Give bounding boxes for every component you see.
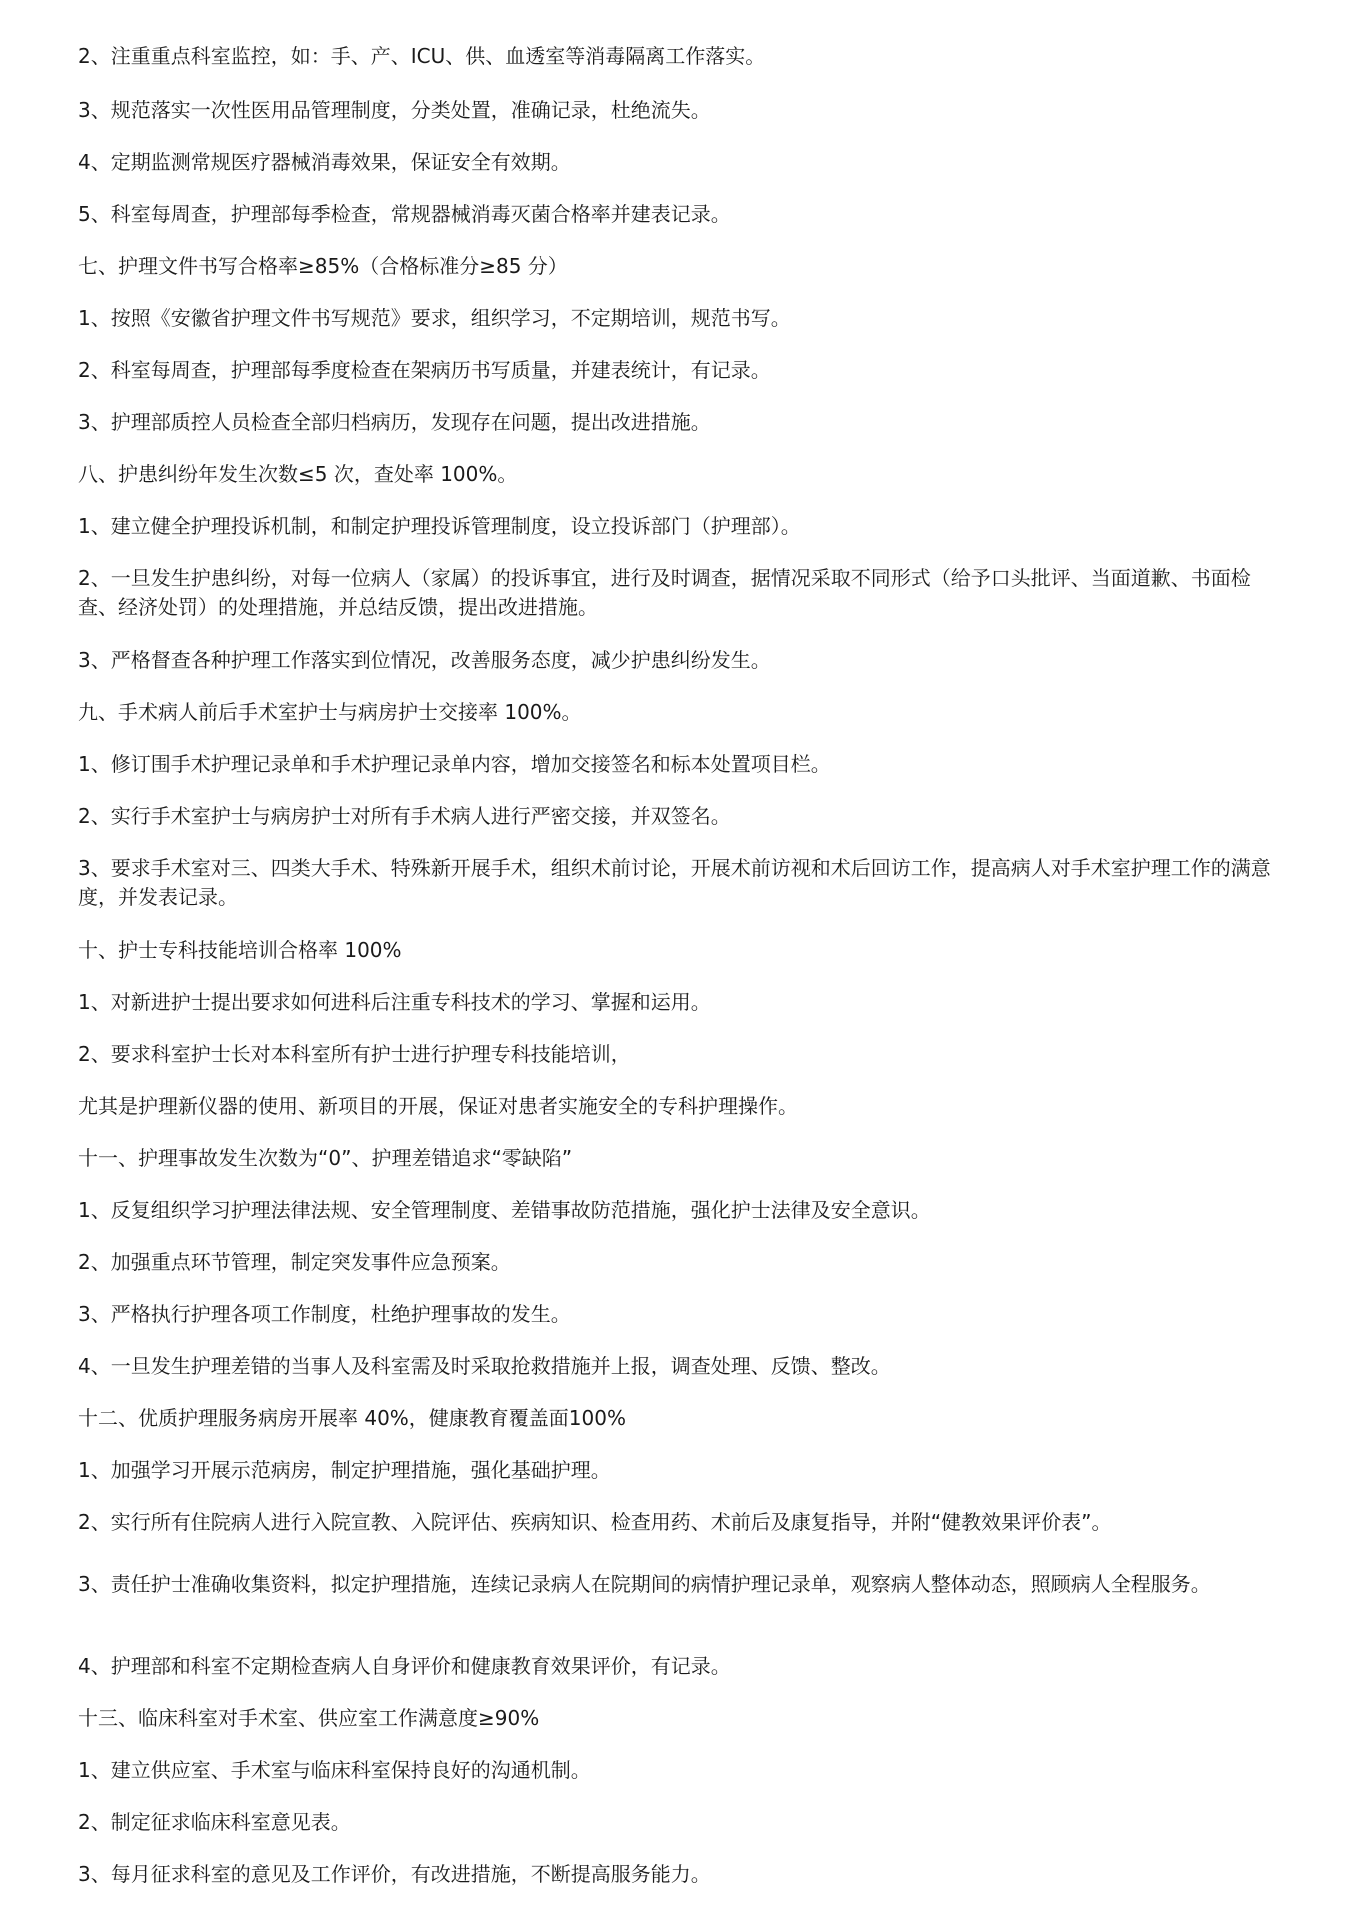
paragraph: 1、建立供应室、手术室与临床科室保持良好的沟通机制。 xyxy=(78,1758,591,1782)
paragraph: 2、要求科室护士长对本科室所有护士进行护理专科技能培训， xyxy=(78,1042,631,1066)
paragraph: 2、加强重点环节管理，制定突发事件应急预案。 xyxy=(78,1250,511,1274)
paragraph: 2、科室每周查，护理部每季度检查在架病历书写质量，并建表统计，有记录。 xyxy=(78,358,771,382)
paragraph: 2、一旦发生护患纠纷，对每一位病人（家属）的投诉事宜，进行及时调查，据情况采取不同形式（给予口头批评、当面道歉、书面检查、经济处罚）的处理措施，并总结反馈，提出改进措施。 xyxy=(78,566,1251,619)
section-heading: 十三、临床科室对手术室、供应室工作满意度≥90% xyxy=(78,1706,540,1730)
paragraph: 3、规范落实一次性医用品管理制度，分类处置，准确记录，杜绝流失。 xyxy=(78,98,711,122)
paragraph: 4、定期监测常规医疗器械消毒效果，保证安全有效期。 xyxy=(78,150,571,174)
section-heading: 十一、护理事故发生次数为“0”、护理差错追求“零缺陷” xyxy=(78,1146,573,1170)
paragraph: 1、按照《安徽省护理文件书写规范》要求，组织学习，不定期培训，规范书写。 xyxy=(78,306,791,330)
paragraph: 1、修订围手术护理记录单和手术护理记录单内容，增加交接签名和标本处置项目栏。 xyxy=(78,752,831,776)
paragraph: 尤其是护理新仪器的使用、新项目的开展，保证对患者实施安全的专科护理操作。 xyxy=(78,1094,798,1118)
paragraph: 2、实行手术室护士与病房护士对所有手术病人进行严密交接，并双签名。 xyxy=(78,804,731,828)
paragraph: 4、护理部和科室不定期检查病人自身评价和健康教育效果评价，有记录。 xyxy=(78,1654,731,1678)
section-heading: 七、护理文件书写合格率≥85%（合格标准分≥85 分） xyxy=(78,254,568,278)
paragraph: 3、每月征求科室的意见及工作评价，有改进措施，不断提高服务能力。 xyxy=(78,1862,711,1886)
paragraph: 3、责任护士准确收集资料，拟定护理措施，连续记录病人在院期间的病情护理记录单，观察病人整体动态，照顾病人全程服务。 xyxy=(78,1572,1211,1596)
paragraph: 5、科室每周查，护理部每季检查，常规器械消毒灭菌合格率并建表记录。 xyxy=(78,202,731,226)
paragraph: 3、护理部质控人员检查全部归档病历，发现存在问题，提出改进措施。 xyxy=(78,410,711,434)
section-heading: 八、护患纠纷年发生次数≤5 次，查处率 100%。 xyxy=(78,462,518,486)
paragraph: 2、制定征求临床科室意见表。 xyxy=(78,1810,351,1834)
paragraph: 4、一旦发生护理差错的当事人及科室需及时采取抢救措施并上报，调查处理、反馈、整改。 xyxy=(78,1354,891,1378)
paragraph: 1、对新进护士提出要求如何进科后注重专科技术的学习、掌握和运用。 xyxy=(78,990,711,1014)
paragraph: 3、要求手术室对三、四类大手术、特殊新开展手术，组织术前讨论，开展术前访视和术后回访工作，提高病人对手术室护理工作的满意度，并发表记录。 xyxy=(78,856,1271,909)
paragraph: 2、实行所有住院病人进行入院宣教、入院评估、疾病知识、检查用药、术前后及康复指导，并附“健教效果评价表”。 xyxy=(78,1510,1112,1534)
paragraph: 3、严格执行护理各项工作制度，杜绝护理事故的发生。 xyxy=(78,1302,571,1326)
section-heading: 十、护士专科技能培训合格率 100% xyxy=(78,938,402,962)
section-heading: 九、手术病人前后手术室护士与病房护士交接率 100%。 xyxy=(78,700,582,724)
paragraph: 1、反复组织学习护理法律法规、安全管理制度、差错事故防范措施，强化护士法律及安全意识。 xyxy=(78,1198,931,1222)
paragraph: 3、严格督查各种护理工作落实到位情况，改善服务态度，减少护患纠纷发生。 xyxy=(78,648,771,672)
paragraph: 1、建立健全护理投诉机制，和制定护理投诉管理制度，设立投诉部门（护理部）。 xyxy=(78,514,801,538)
paragraph: 1、加强学习开展示范病房，制定护理措施，强化基础护理。 xyxy=(78,1458,611,1482)
paragraph: 2、注重重点科室监控，如：手、产、ICU、供、血透室等消毒隔离工作落实。 xyxy=(78,44,766,68)
section-heading: 十二、优质护理服务病房开展率 40%，健康教育覆盖面100% xyxy=(78,1406,626,1430)
